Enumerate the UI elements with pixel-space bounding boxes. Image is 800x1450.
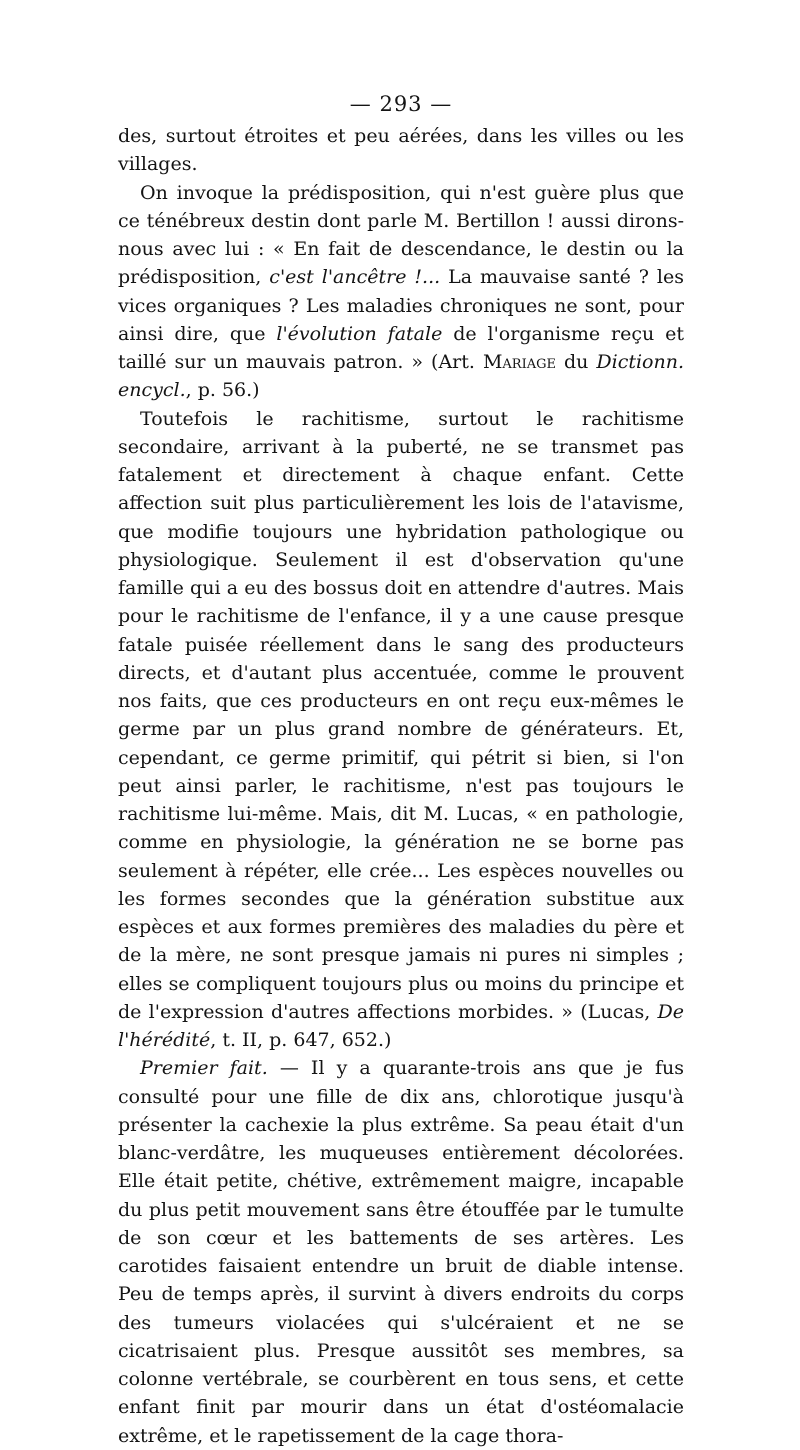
paragraph-2-text-e: , p. 56.) — [185, 379, 260, 402]
paragraph-2-text-d: du — [555, 351, 597, 373]
paragraph-2-italic-a: c'est l'ancêtre !... — [269, 266, 441, 289]
paragraph-2-text-a: On invoque la prédisposition, qui n'est guère plus que ce ténébreux destin dont parle M. Bertillon ! aussi dirons-nous avec lui : « En fait de descendance, le destin ou la prédisposition, — [118, 181, 684, 289]
paragraph-2-italic-d: Dictionn. encycl. — [118, 351, 685, 402]
paragraph-2-italic-b: l'évolution fatale — [276, 322, 443, 345]
paragraph-3-italic: De l'hérédité — [118, 1000, 684, 1051]
paragraph-1: des, surtout étroites et peu aérées, dans les villes ou les villages. — [118, 125, 684, 176]
paragraph-4-lead: Premier fait. — [140, 1057, 268, 1080]
book-page — [118, 90, 684, 1450]
paragraph-3 — [118, 405, 684, 1055]
paragraph-3-text-b: , t. II, p. 647, 652.) — [210, 1029, 392, 1051]
paragraph-2-text-c: de l'organisme reçu et taillé sur un mauvais patron. » (Art. — [118, 322, 684, 373]
paragraph-4 — [118, 1054, 684, 1450]
paragraph-2 — [118, 179, 684, 405]
paragraph-3-text-a: Toutefois le rachitisme, surtout le rachitisme secondaire, arrivant à la puberté, ne se transmet pas fatalement et directement à chaque enfant. Cette affection suit plus particulièrement les lois de l'atavisme, que modifie toujours une hybridation pathologique ou physiologique. Seulement il est d'observation qu'une famille qui a eu des bossus doit en attendre d'autres. Mais pour le rachitisme de l'enfance, il y a une cause presque fatale puisée réellement dans le sang des producteurs directs, et d'autant plus accentuée, comme le prouvent nos faits, que ces producteurs en ont reçu eux-mêmes le germe par un plus grand nombre de générateurs. Et, cependant, ce germe primitif, qui pétrit si bien, si l'on peut ainsi parler, le rachitisme, n'est pas toujours le rachitisme lui-même. Mais, dit M. Lucas, « en pathologie, comme en physiologie, la génération ne se borne pas seulement à répéter, elle crée... Les espèces nouvelles ou les formes secondes que la génération substitue aux espèces et aux formes premières des maladies du père et de la mère, ne sont presque jamais ni pures ni simples ; elles se compliquent toujours plus ou moins du principe et de l'expression d'autres affections morbides. » (Lucas, — [118, 407, 684, 1023]
paragraph-2-text-b: La mauvaise santé ? les vices organiques ? Les maladies chroniques ne sont, pour ainsi dire, que — [118, 266, 685, 345]
paragraph-2-smallcaps: Mariage — [482, 351, 556, 373]
page-number: — 293 — — [349, 92, 453, 116]
paragraph-4-text: — Il y a quarante-trois ans que je fus consulté pour une fille de dix ans, chlorotique jusqu'à présenter la cachexie la plus extrême. Sa peau était d'un blanc-verdâtre, les muqueuses entièrement décolorées. Elle était petite, chétive, extrêmement maigre, incapable du plus petit mouvement sans être étouffée par le tumulte de son cœur et les battements de ses artères. Les carotides faisaient entendre un bruit de diable intense. Peu de temps après, il survint à divers endroits du corps des tumeurs violacées qui s'ulcéraient et ne se cicatrisaient plus. Presque aussitôt ses membres, sa colonne vertébrale, se courbèrent en tous sens, et cette enfant finit par mourir dans un état d'ostéomalacie extrême, et le rapetissement de la cage thora- — [118, 1057, 684, 1447]
